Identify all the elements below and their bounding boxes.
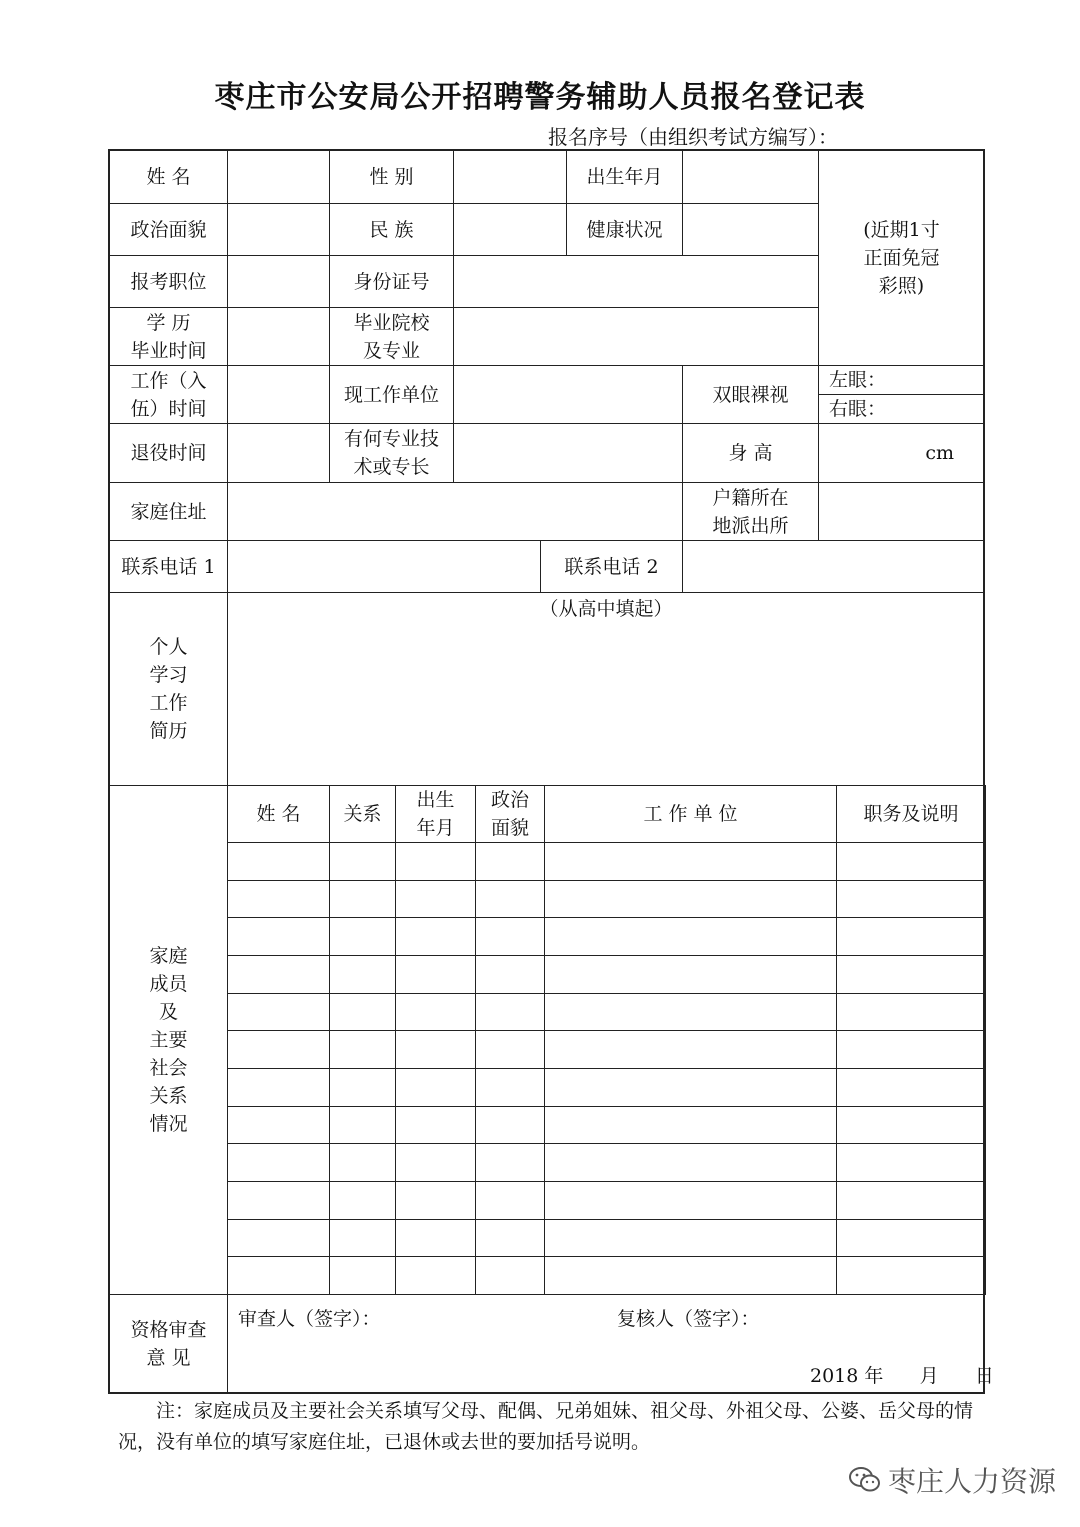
family-table-cell[interactable] [475,955,545,994]
right-eye-field[interactable]: 右眼： [818,394,985,424]
school-label: 毕业院校 及专业 [329,307,454,366]
reviewer-signature[interactable]: 审查人（签字）： [238,1308,381,1330]
retire-time-label: 退役时间 [109,423,228,483]
ethnicity-label: 民 族 [329,203,454,256]
work-time-label: 工作（入 伍）时间 [109,365,228,424]
family-table-cell[interactable] [836,1181,986,1220]
family-table-cell[interactable] [544,917,837,956]
politics-label: 政治面貌 [109,203,228,256]
family-table-cell[interactable] [475,880,545,918]
family-table-cell[interactable] [227,1030,330,1069]
family-table-cell[interactable] [395,1106,476,1144]
education-label: 学 历 毕业时间 [109,307,228,366]
family-table-cell[interactable] [836,842,986,881]
ethnicity-input[interactable] [453,203,567,256]
family-table-cell[interactable] [395,880,476,918]
family-table-cell[interactable] [475,1181,545,1220]
footnote: 注：家庭成员及主要社会关系填写父母、配偶、兄弟姐妹、祖父母、外祖父母、公婆、岳父母的情况，没有单位的填写家庭住址，已退休或去世的要加括号说明。 [118,1400,974,1453]
family-header-cell: 关系 [329,785,396,843]
family-table-cell[interactable] [836,1219,986,1257]
family-table-cell[interactable] [227,1181,330,1220]
politics-input[interactable] [227,203,330,256]
family-table-cell[interactable] [475,1143,545,1182]
resume-hint: （从高中填起） [539,598,673,620]
name-input[interactable] [227,150,330,204]
family-table-cell[interactable] [329,1068,396,1107]
serial-number-label: 报名序号（由组织考试方编写）： [548,125,838,149]
photo-box[interactable]: (近期1寸 正面免冠 彩照) [818,150,985,366]
review-label: 资格审查 意 见 [109,1294,228,1394]
family-table-cell[interactable] [475,1106,545,1144]
family-table-cell[interactable] [544,1106,837,1144]
family-table-cell[interactable] [475,1068,545,1107]
family-table-cell[interactable] [475,1030,545,1069]
work-time-input[interactable] [227,365,330,424]
family-table-cell[interactable] [395,1219,476,1257]
family-table-cell[interactable] [227,880,330,918]
health-label: 健康状况 [566,203,683,256]
phone1-input[interactable] [227,540,541,593]
family-table-cell[interactable] [836,1143,986,1182]
family-header-cell: 职务及说明 [836,785,986,843]
id-number-label: 身份证号 [329,255,454,308]
family-table-cell[interactable] [227,1143,330,1182]
work-unit-label: 现工作单位 [329,365,454,424]
address-input[interactable] [227,482,683,541]
wechat-icon [848,1465,882,1495]
family-table-cell[interactable] [227,955,330,994]
family-table-cell[interactable] [544,1256,837,1295]
review-date: 2018 年 月 日 [810,1365,994,1387]
address-label: 家庭住址 [109,482,228,541]
family-table-cell[interactable] [475,917,545,956]
family-table-cell[interactable] [836,1068,986,1107]
family-table-cell[interactable] [329,993,396,1031]
position-input[interactable] [227,255,330,308]
height-label: 身 高 [682,423,819,483]
id-number-input[interactable] [453,255,819,308]
family-table-cell[interactable] [227,993,330,1031]
family-table-cell[interactable] [329,880,396,918]
family-table-cell[interactable] [475,842,545,881]
family-table-cell[interactable] [475,993,545,1031]
birth-input[interactable] [682,150,819,204]
vision-label: 双眼裸视 [682,365,819,424]
family-table-cell[interactable] [329,955,396,994]
position-label: 报考职位 [109,255,228,308]
family-table-cell[interactable] [836,1106,986,1144]
phone2-input[interactable] [682,540,985,593]
school-input[interactable] [453,307,819,366]
watermark [848,1460,1056,1500]
family-table-cell[interactable] [329,1106,396,1144]
family-table-cell[interactable] [329,1143,396,1182]
family-table-cell[interactable] [544,1181,837,1220]
birth-label: 出生年月 [566,150,683,204]
family-table-cell[interactable] [227,917,330,956]
family-table-cell[interactable] [475,1219,545,1257]
education-input[interactable] [227,307,330,366]
family-table-cell[interactable] [544,1143,837,1182]
family-table-cell[interactable] [395,917,476,956]
family-label: 家庭 成员 及 主要 社会 关系 情况 [109,785,228,1295]
family-table-cell[interactable] [329,1181,396,1220]
family-table-cell[interactable] [836,1030,986,1069]
family-table-cell[interactable] [475,1256,545,1295]
family-table-cell[interactable] [836,917,986,956]
family-table-cell[interactable] [836,955,986,994]
phone1-label: 联系电话 1 [109,540,228,593]
family-table-cell[interactable] [395,1143,476,1182]
family-table-cell[interactable] [395,1256,476,1295]
family-table-cell[interactable] [329,1030,396,1069]
resume-input[interactable] [227,592,985,786]
work-unit-input[interactable] [453,365,683,424]
family-table-cell[interactable] [544,1219,837,1257]
family-table-cell[interactable] [836,1256,986,1295]
family-table-cell[interactable] [329,1219,396,1257]
family-table-cell[interactable] [544,955,837,994]
family-table-cell[interactable] [544,1030,837,1069]
left-eye-field[interactable]: 左眼： [818,365,985,395]
health-input[interactable] [682,203,819,256]
family-table-cell[interactable] [329,1256,396,1295]
family-table-cell[interactable] [329,842,396,881]
family-table-cell[interactable] [227,1256,330,1295]
skills-input[interactable] [453,423,683,483]
phone2-label: 联系电话 2 [540,540,683,593]
checker-signature[interactable]: 复核人（签字）： [617,1308,760,1330]
family-header-cell: 政治 面貌 [475,785,545,843]
skills-label: 有何专业技 术或专长 [329,423,454,483]
gender-label: 性 别 [329,150,454,204]
family-table-cell[interactable] [395,1181,476,1220]
family-table-cell[interactable] [329,917,396,956]
form-title: 枣庄市公安局公开招聘警务辅助人员报名登记表 [214,80,866,115]
family-table-cell[interactable] [227,1068,330,1107]
family-header-cell: 姓 名 [227,785,330,843]
family-header-cell: 出生 年月 [395,785,476,843]
family-table-cell[interactable] [836,993,986,1031]
resume-label: 个人 学习 工作 简历 [109,592,228,786]
height-unit: cm [925,442,954,464]
family-table-cell[interactable] [544,842,837,881]
family-table-cell[interactable] [227,1219,330,1257]
name-label: 姓 名 [109,150,228,204]
family-table-cell[interactable] [395,1068,476,1107]
family-header-cell: 工 作 单 位 [544,785,837,843]
hukou-label: 户籍所在 地派出所 [682,482,819,541]
watermark-text: 枣庄人力资源 [888,1465,1057,1498]
family-table-cell[interactable] [227,1106,330,1144]
family-table-cell[interactable] [395,993,476,1031]
family-table-cell[interactable] [544,880,837,918]
family-table-cell[interactable] [395,842,476,881]
family-table-cell[interactable] [544,1068,837,1107]
hukou-input[interactable] [818,482,985,541]
family-table-cell[interactable] [395,955,476,994]
family-table-cell[interactable] [544,993,837,1031]
family-table-cell[interactable] [395,1030,476,1069]
family-table-cell[interactable] [227,842,330,881]
retire-time-input[interactable] [227,423,330,483]
height-input[interactable] [818,423,985,483]
family-table-cell[interactable] [836,880,986,918]
gender-input[interactable] [453,150,567,204]
